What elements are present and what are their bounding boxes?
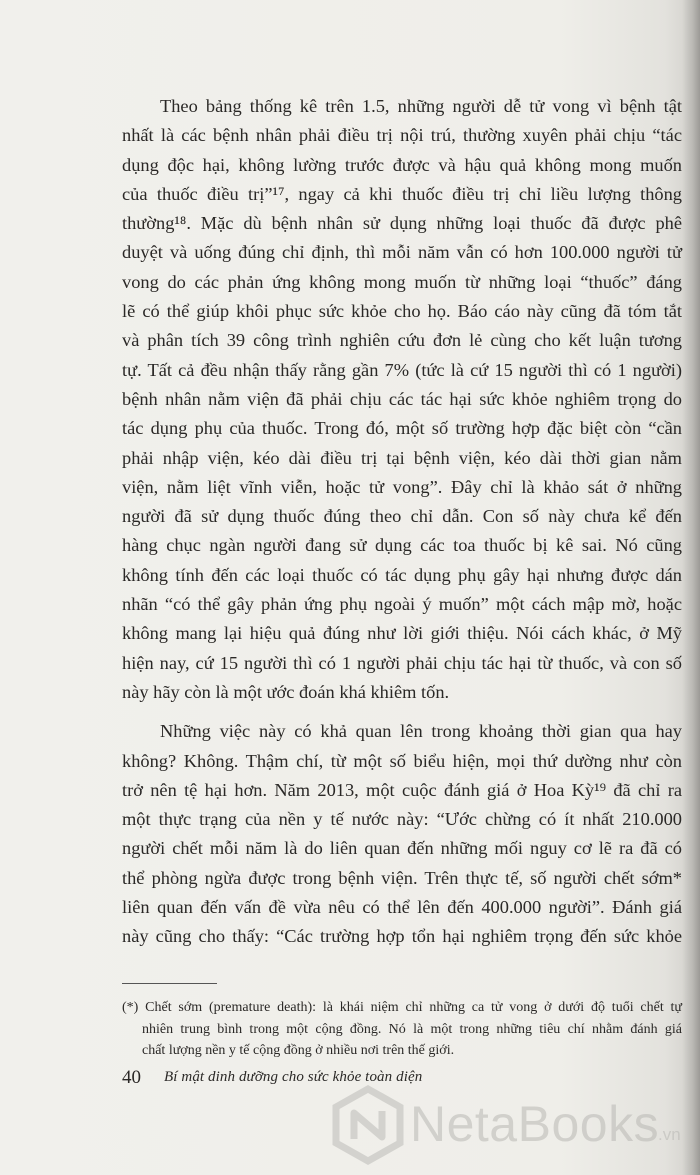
footnote — [122, 997, 682, 1062]
text-line: dụng độc hại, không lường trước được và hậu quả không mong muốn — [122, 154, 682, 175]
watermark-logo — [328, 1085, 700, 1165]
text-line: tự. Tất cả đều nhận thấy rằng gần 7% (tức là cứ 15 người thì có 1 người) — [122, 359, 682, 380]
text-line: trở nên tệ hại hơn. Năm 2013, một cuộc đánh giá ở Hoa Kỳ¹⁹ đã chỉ ra — [122, 779, 682, 800]
text-line: Theo bảng thống kê trên 1.5, những người dễ tử vong vì bệnh tật — [160, 96, 682, 116]
text-line: hiện nay, cứ 15 người thì có 1 người phải chịu tác hại từ thuốc, và con số — [122, 652, 682, 673]
text-line: người đã sử dụng thuốc đúng theo chỉ dẫn. Con số này chưa kể đến — [122, 506, 682, 527]
footnote-text: Chết sớm (premature death): là khái niệm chỉ những ca tử vong ở dưới độ tuổi chết tự — [145, 1000, 682, 1015]
footnote-line — [122, 997, 682, 1019]
running-title: Bí mật dinh dưỡng cho sức khỏe toàn diện — [164, 1069, 423, 1085]
text-line: lẽ có thể giúp khôi phục sức khỏe cho họ. Báo cáo này cũng đã tóm tắt — [122, 301, 682, 322]
watermark-suffix: .vn — [658, 1125, 681, 1144]
text-line: của thuốc điều trị”¹⁷, ngay cả khi thuốc điều trị chỉ liều lượng thông — [122, 183, 682, 204]
text-line: thể phòng ngừa được trong bệnh viện. Trên thực tế, số người chết sớm* — [122, 867, 682, 888]
text-line: không mang lại hiệu quả đúng như lời giới thiệu. Nói cách khác, ở Mỹ — [122, 623, 682, 644]
text-line: một thực trạng của nền y tế nước này: “Ước chừng có ít nhất 210.000 — [122, 809, 682, 830]
watermark-name: NetaBooks — [410, 1096, 660, 1152]
paragraph-1 — [122, 92, 682, 707]
page-gutter-shadow — [682, 0, 700, 1175]
footnote-line: chất lượng nền y tế cộng đồng ở nhiều nơi trên thế giới. — [142, 1043, 455, 1058]
text-line: thường¹⁸. Mặc dù bệnh nhân sử dụng những loại thuốc đã được phê — [122, 213, 682, 234]
text-line: nhất là các bệnh nhân phải điều trị nội trú, thường xuyên phải chịu “tác — [122, 125, 682, 146]
text-line: vong do các phản ứng không mong muốn từ những loại “thuốc” đáng — [122, 271, 682, 292]
text-line: nhãn “có thể gây phản ứng phụ ngoài ý muốn” một cách mập mờ, hoặc — [122, 594, 682, 615]
text-line: phải nhập viện, kéo dài điều trị tại bệnh viện, kéo dài thời gian nằm — [122, 447, 682, 468]
text-line: này cũng cho thấy: “Các trường hợp tổn hại nghiêm trọng đến sức khỏe — [122, 926, 682, 947]
text-line: Những việc này có khả quan lên trong khoảng thời gian qua hay — [160, 721, 682, 742]
text-line: hàng chục ngàn người đang sử dụng các toa thuốc bị kê sai. Nó cũng — [122, 535, 682, 556]
text-line: tác dụng phụ của thuốc. Trong đó, một số trường hợp đặc biệt còn “cần — [122, 418, 682, 439]
text-line: không tính đến các loại thuốc có tác dụng phụ gây hại nhưng được dán — [122, 564, 682, 585]
paragraph-2 — [122, 717, 682, 951]
text-line: này hãy còn là một ước đoán khá khiêm tốn. — [122, 681, 450, 702]
footnote-line: nhiên trung bình trong một cộng đồng. Nó là một trong những tiêu chí nhằm đánh giá — [142, 1021, 682, 1037]
text-line: người chết mỗi năm là do liên quan đến những mối nguy cơ lẽ ra đã có — [122, 838, 682, 859]
footnote-divider — [122, 983, 217, 984]
text-line: không? Không. Thậm chí, từ một số biểu hiện, mọi thứ dường như còn — [122, 750, 682, 771]
netabooks-logo-icon — [328, 1085, 408, 1165]
body-text — [122, 92, 682, 962]
text-line: bệnh nhân nằm viện đã phải chịu các tác hại sức khỏe nghiêm trọng do — [122, 388, 682, 409]
text-line: viện, nằm liệt vĩnh viễn, hoặc tử vong”. Đây chỉ là khảo sát ở những — [122, 476, 682, 497]
page-number: 40 — [122, 1067, 141, 1088]
text-line: liên quan đến vấn đề vừa nêu có thể lên đến 400.000 người”. Đánh giá — [122, 897, 682, 918]
text-line: duyệt và uống đúng chỉ định, thì mỗi năm vẫn có hơn 100.000 người tử — [122, 242, 682, 263]
text-line: và phân tích 39 công trình nghiên cứu đơn lẻ cùng cho kết luận tương — [122, 330, 682, 351]
footnote-marker: (*) — [122, 1000, 139, 1015]
